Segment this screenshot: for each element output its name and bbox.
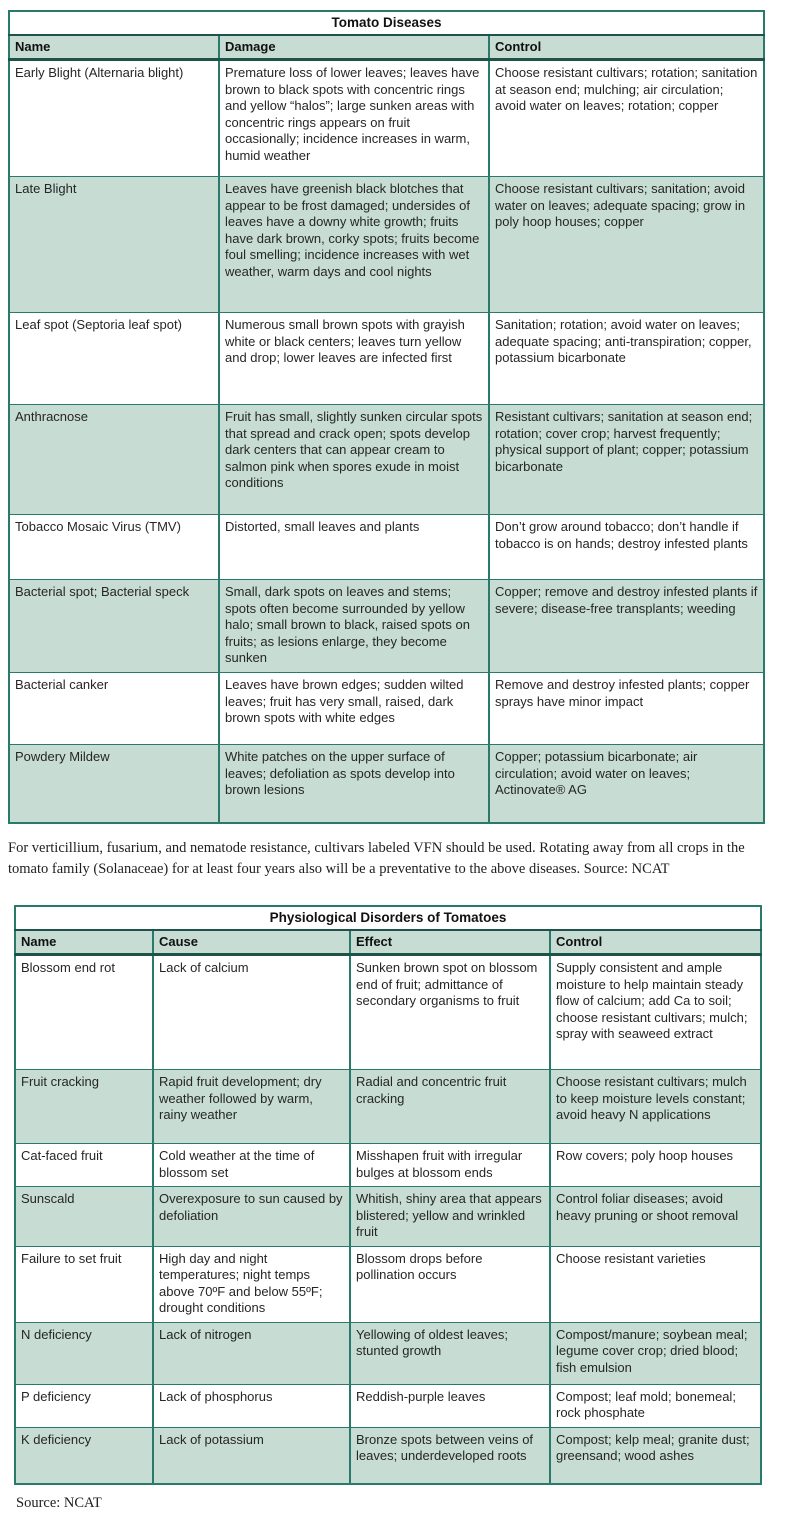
table-row — [9, 405, 764, 515]
table-row — [15, 906, 761, 930]
cell-control: Compost; kelp meal; granite dust; greensand; wood ashes — [550, 1427, 761, 1484]
cell-name: Late Blight — [9, 177, 219, 313]
cell-control: Compost/manure; soybean meal; legume cover crop; dried blood; fish emulsion — [550, 1322, 761, 1384]
cell-control: Supply consistent and ample moisture to help maintain steady flow of calcium; add Ca to soil; choose resistant cultivars; mulch; spray with seaweed extract — [550, 955, 761, 1070]
table-row — [15, 1384, 761, 1427]
cell-cause: Lack of nitrogen — [153, 1322, 350, 1384]
cell-effect: Sunken brown spot on blossom end of fruit; admittance of secondary organisms to fruit — [350, 955, 550, 1070]
table-row — [15, 1070, 761, 1144]
table-row — [9, 313, 764, 405]
table-row — [15, 1246, 761, 1322]
cell-control: Choose resistant cultivars; mulch to keep moisture levels constant; avoid heavy N applications — [550, 1070, 761, 1144]
cell-effect: Whitish, shiny area that appears blistered; yellow and wrinkled fruit — [350, 1187, 550, 1247]
cell-name: Tobacco Mosaic Virus (TMV) — [9, 515, 219, 580]
cell-control: Compost; leaf mold; bonemeal; rock phosphate — [550, 1384, 761, 1427]
table-row — [15, 930, 761, 955]
table-row — [9, 177, 764, 313]
vfn-footnote: For verticillium, fusarium, and nematode resistance, cultivars labeled VFN should be used. Rotating away from all crops in the tomato family (Solanaceae) for at least four years also will be a preventative to the above diseases. Source: NCAT — [8, 839, 745, 878]
cell-effect: Radial and concentric fruit cracking — [350, 1070, 550, 1144]
table-row — [15, 1427, 761, 1484]
cell-name: P deficiency — [15, 1384, 153, 1427]
tomato-diseases-table — [8, 10, 765, 824]
table-row — [9, 745, 764, 823]
cell-cause: Lack of calcium — [153, 955, 350, 1070]
column-header-name: Name — [15, 930, 153, 955]
cell-control: Sanitation; rotation; avoid water on leaves; adequate spacing; anti-transpiration; copper, potassium bicarbonate — [489, 313, 764, 405]
column-header-damage: Damage — [219, 35, 489, 60]
cell-name: Leaf spot (Septoria leaf spot) — [9, 313, 219, 405]
cell-name: K deficiency — [15, 1427, 153, 1484]
cell-damage: Numerous small brown spots with grayish white or black centers; leaves turn yellow and drop; lower leaves are infected first — [219, 313, 489, 405]
cell-damage: Small, dark spots on leaves and stems; spots often become surrounded by yellow halo; small brown to black, raised spots on fruits; as lesions enlarge, they become sunken — [219, 580, 489, 673]
cell-control: Copper; potassium bicarbonate; air circulation; avoid water on leaves; Actinovate® AG — [489, 745, 764, 823]
cell-control: Resistant cultivars; sanitation at season end; rotation; cover crop; harvest frequently; physical support of plant; copper; potassium bicarbonate — [489, 405, 764, 515]
cell-damage: Distorted, small leaves and plants — [219, 515, 489, 580]
column-header-control: Control — [550, 930, 761, 955]
cell-name: Fruit cracking — [15, 1070, 153, 1144]
cell-control: Remove and destroy infested plants; copper sprays have minor impact — [489, 673, 764, 745]
cell-control: Don’t grow around tobacco; don’t handle if tobacco is on hands; destroy infested plants — [489, 515, 764, 580]
cell-damage: White patches on the upper surface of leaves; defoliation as spots develop into brown lesions — [219, 745, 489, 823]
table-row — [9, 580, 764, 673]
cell-cause: Lack of phosphorus — [153, 1384, 350, 1427]
table-row — [9, 60, 764, 177]
cell-name: Anthracnose — [9, 405, 219, 515]
cell-name: Failure to set fruit — [15, 1246, 153, 1322]
table-row — [9, 673, 764, 745]
cell-cause: Lack of potassium — [153, 1427, 350, 1484]
cell-control: Row covers; poly hoop houses — [550, 1144, 761, 1187]
cell-name: Bacterial canker — [9, 673, 219, 745]
column-header-cause: Cause — [153, 930, 350, 955]
table-row — [15, 1187, 761, 1247]
cell-cause: High day and night temperatures; night temps above 70ºF and below 55ºF; drought conditions — [153, 1246, 350, 1322]
column-header-effect: Effect — [350, 930, 550, 955]
cell-control: Control foliar diseases; avoid heavy pruning or shoot removal — [550, 1187, 761, 1247]
table-title: Physiological Disorders of Tomatoes — [15, 906, 761, 930]
cell-control: Choose resistant cultivars; sanitation; avoid water on leaves; adequate spacing; grow in poly hoop houses; copper — [489, 177, 764, 313]
cell-name: N deficiency — [15, 1322, 153, 1384]
cell-effect: Blossom drops before pollination occurs — [350, 1246, 550, 1322]
column-header-control: Control — [489, 35, 764, 60]
table-title: Tomato Diseases — [9, 11, 764, 35]
table-row — [9, 11, 764, 35]
cell-damage: Leaves have greenish black blotches that appear to be frost damaged; undersides of leaves have a downy white growth; fruits have dark brown, corky spots; fruits become foul smelling; incidence increases with wet weather, warm days and cool nights — [219, 177, 489, 313]
cell-damage: Leaves have brown edges; sudden wilted leaves; fruit has very small, raised, dark brown spots with white edges — [219, 673, 489, 745]
physiological-disorders-table — [14, 905, 762, 1485]
column-header-name: Name — [9, 35, 219, 60]
table-row — [9, 515, 764, 580]
cell-name: Cat-faced fruit — [15, 1144, 153, 1187]
cell-name: Sunscald — [15, 1187, 153, 1247]
cell-cause: Overexposure to sun caused by defoliation — [153, 1187, 350, 1247]
cell-effect: Bronze spots between veins of leaves; underdeveloped roots — [350, 1427, 550, 1484]
cell-name: Early Blight (Alternaria blight) — [9, 60, 219, 177]
table-row — [15, 1144, 761, 1187]
source-note: Source: NCAT — [16, 1495, 102, 1511]
cell-cause: Rapid fruit development; dry weather followed by warm, rainy weather — [153, 1070, 350, 1144]
cell-name: Bacterial spot; Bacterial speck — [9, 580, 219, 673]
cell-damage: Premature loss of lower leaves; leaves have brown to black spots with concentric rings and yellow “halos”; large sunken areas with concentric rings appears on fruit occasionally; incidence increases in warm, humid weather — [219, 60, 489, 177]
table-row — [15, 955, 761, 1070]
cell-name: Powdery Mildew — [9, 745, 219, 823]
cell-effect: Yellowing of oldest leaves; stunted growth — [350, 1322, 550, 1384]
cell-cause: Cold weather at the time of blossom set — [153, 1144, 350, 1187]
cell-damage: Fruit has small, slightly sunken circular spots that spread and crack open; spots develop dark centers that can appear cream to salmon pink when spores exude in moist conditions — [219, 405, 489, 515]
table-row — [9, 35, 764, 60]
cell-control: Choose resistant varieties — [550, 1246, 761, 1322]
cell-control: Choose resistant cultivars; rotation; sanitation at season end; mulching; air circulation; avoid water on leaves; rotation; copper — [489, 60, 764, 177]
cell-effect: Misshapen fruit with irregular bulges at blossom ends — [350, 1144, 550, 1187]
cell-effect: Reddish-purple leaves — [350, 1384, 550, 1427]
table-row — [15, 1322, 761, 1384]
cell-name: Blossom end rot — [15, 955, 153, 1070]
cell-control: Copper; remove and destroy infested plants if severe; disease-free transplants; weeding — [489, 580, 764, 673]
spacer — [8, 881, 780, 905]
